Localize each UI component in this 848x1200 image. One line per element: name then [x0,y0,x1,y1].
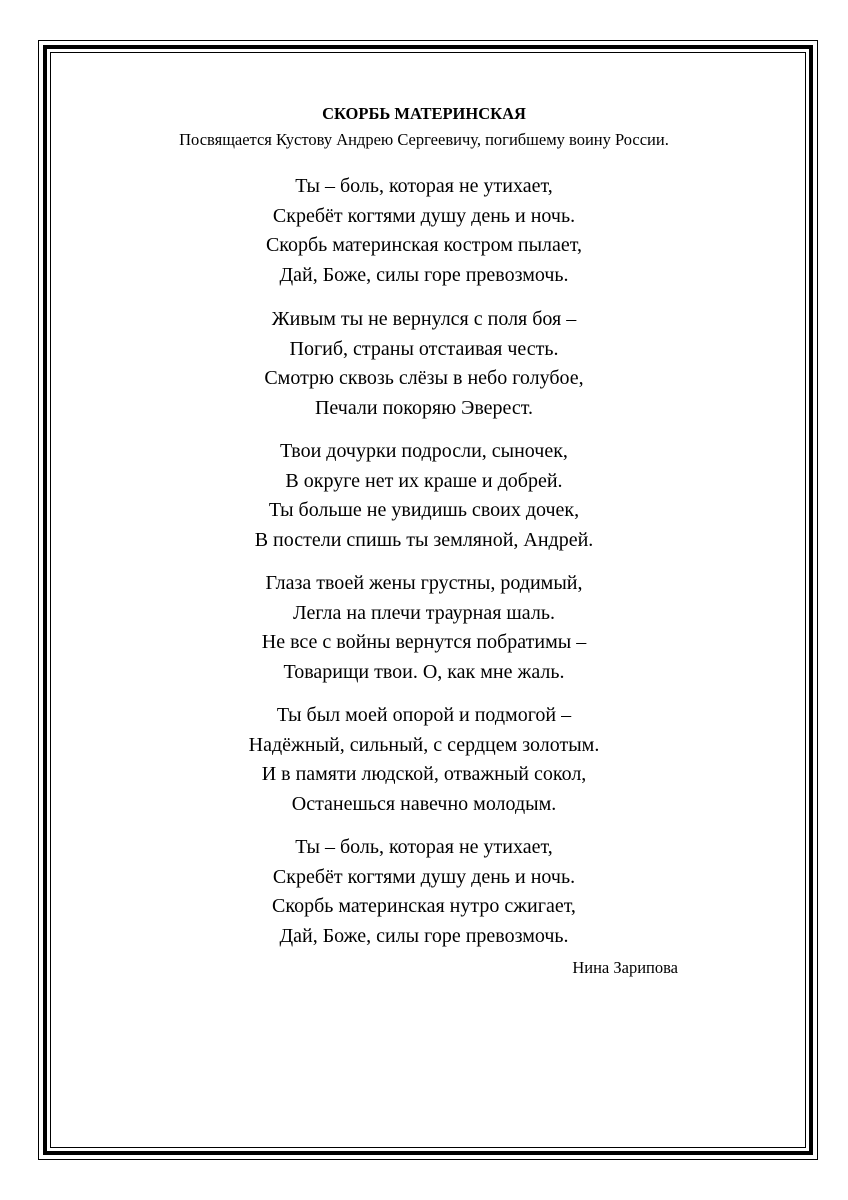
stanza-1 [0,172,848,290]
poem-line: Дай, Боже, силы горе превозмочь. [279,263,569,286]
poem-line: И в памяти людской, отважный сокол, [261,763,587,785]
poem-line: Скребёт когтями душу день и ночь. [272,865,576,888]
poem-line: Ты – боль, которая не утихает, [295,836,553,858]
stanza-3 [0,437,848,555]
poem-line: Живым ты не вернулся с поля боя – [271,308,577,330]
poem-line: Погиб, страны отстаивая честь. [289,337,559,360]
poem-line: Надёжный, сильный, с сердцем золотым. [248,733,600,756]
poem-line: Не все с войны вернутся побратимы – [261,631,587,653]
poem-line: Твои дочурки подросли, сыночек, [280,440,568,462]
poem-line: Печали покоряю Эверест. [314,396,534,419]
poem-author: Нина Зарипова [572,958,678,977]
poem-line: Скребёт когтями душу день и ночь. [272,204,576,227]
poem-line: Смотрю сквозь слёзы в небо голубое, [264,367,584,389]
poem-line: Дай, Боже, силы горе превозмочь. [279,924,569,947]
poem-line: Товарищи твои. О, как мне жаль. [283,660,565,683]
poem-line: В округе нет их краше и добрей. [285,469,563,492]
poem-line: Останешься навечно молодым. [291,792,557,815]
poem-line: Ты был моей опорой и подмогой – [276,704,572,726]
stanza-5 [0,701,848,819]
stanza-2 [0,305,848,423]
poem-line: Ты – боль, которая не утихает, [295,175,553,197]
poem-line: Глаза твоей жены грустны, родимый, [265,572,583,594]
poem-line: Скорбь материнская нутро сжигает, [272,895,576,917]
poem-line: Легла на плечи траурная шаль. [293,601,555,624]
poem-line: В постели спишь ты земляной, Андрей. [254,528,594,551]
poem-title: СКОРБЬ МАТЕРИНСКАЯ [322,104,526,123]
stanza-6 [0,833,848,951]
poem-line: Скорбь материнская костром пылает, [265,234,583,256]
stanza-4 [0,569,848,687]
poem-dedication: Посвящается Кустову Андрею Сергеевичу, погибшему воину России. [179,130,669,149]
poem-line: Ты больше не увидишь своих дочек, [268,499,580,521]
